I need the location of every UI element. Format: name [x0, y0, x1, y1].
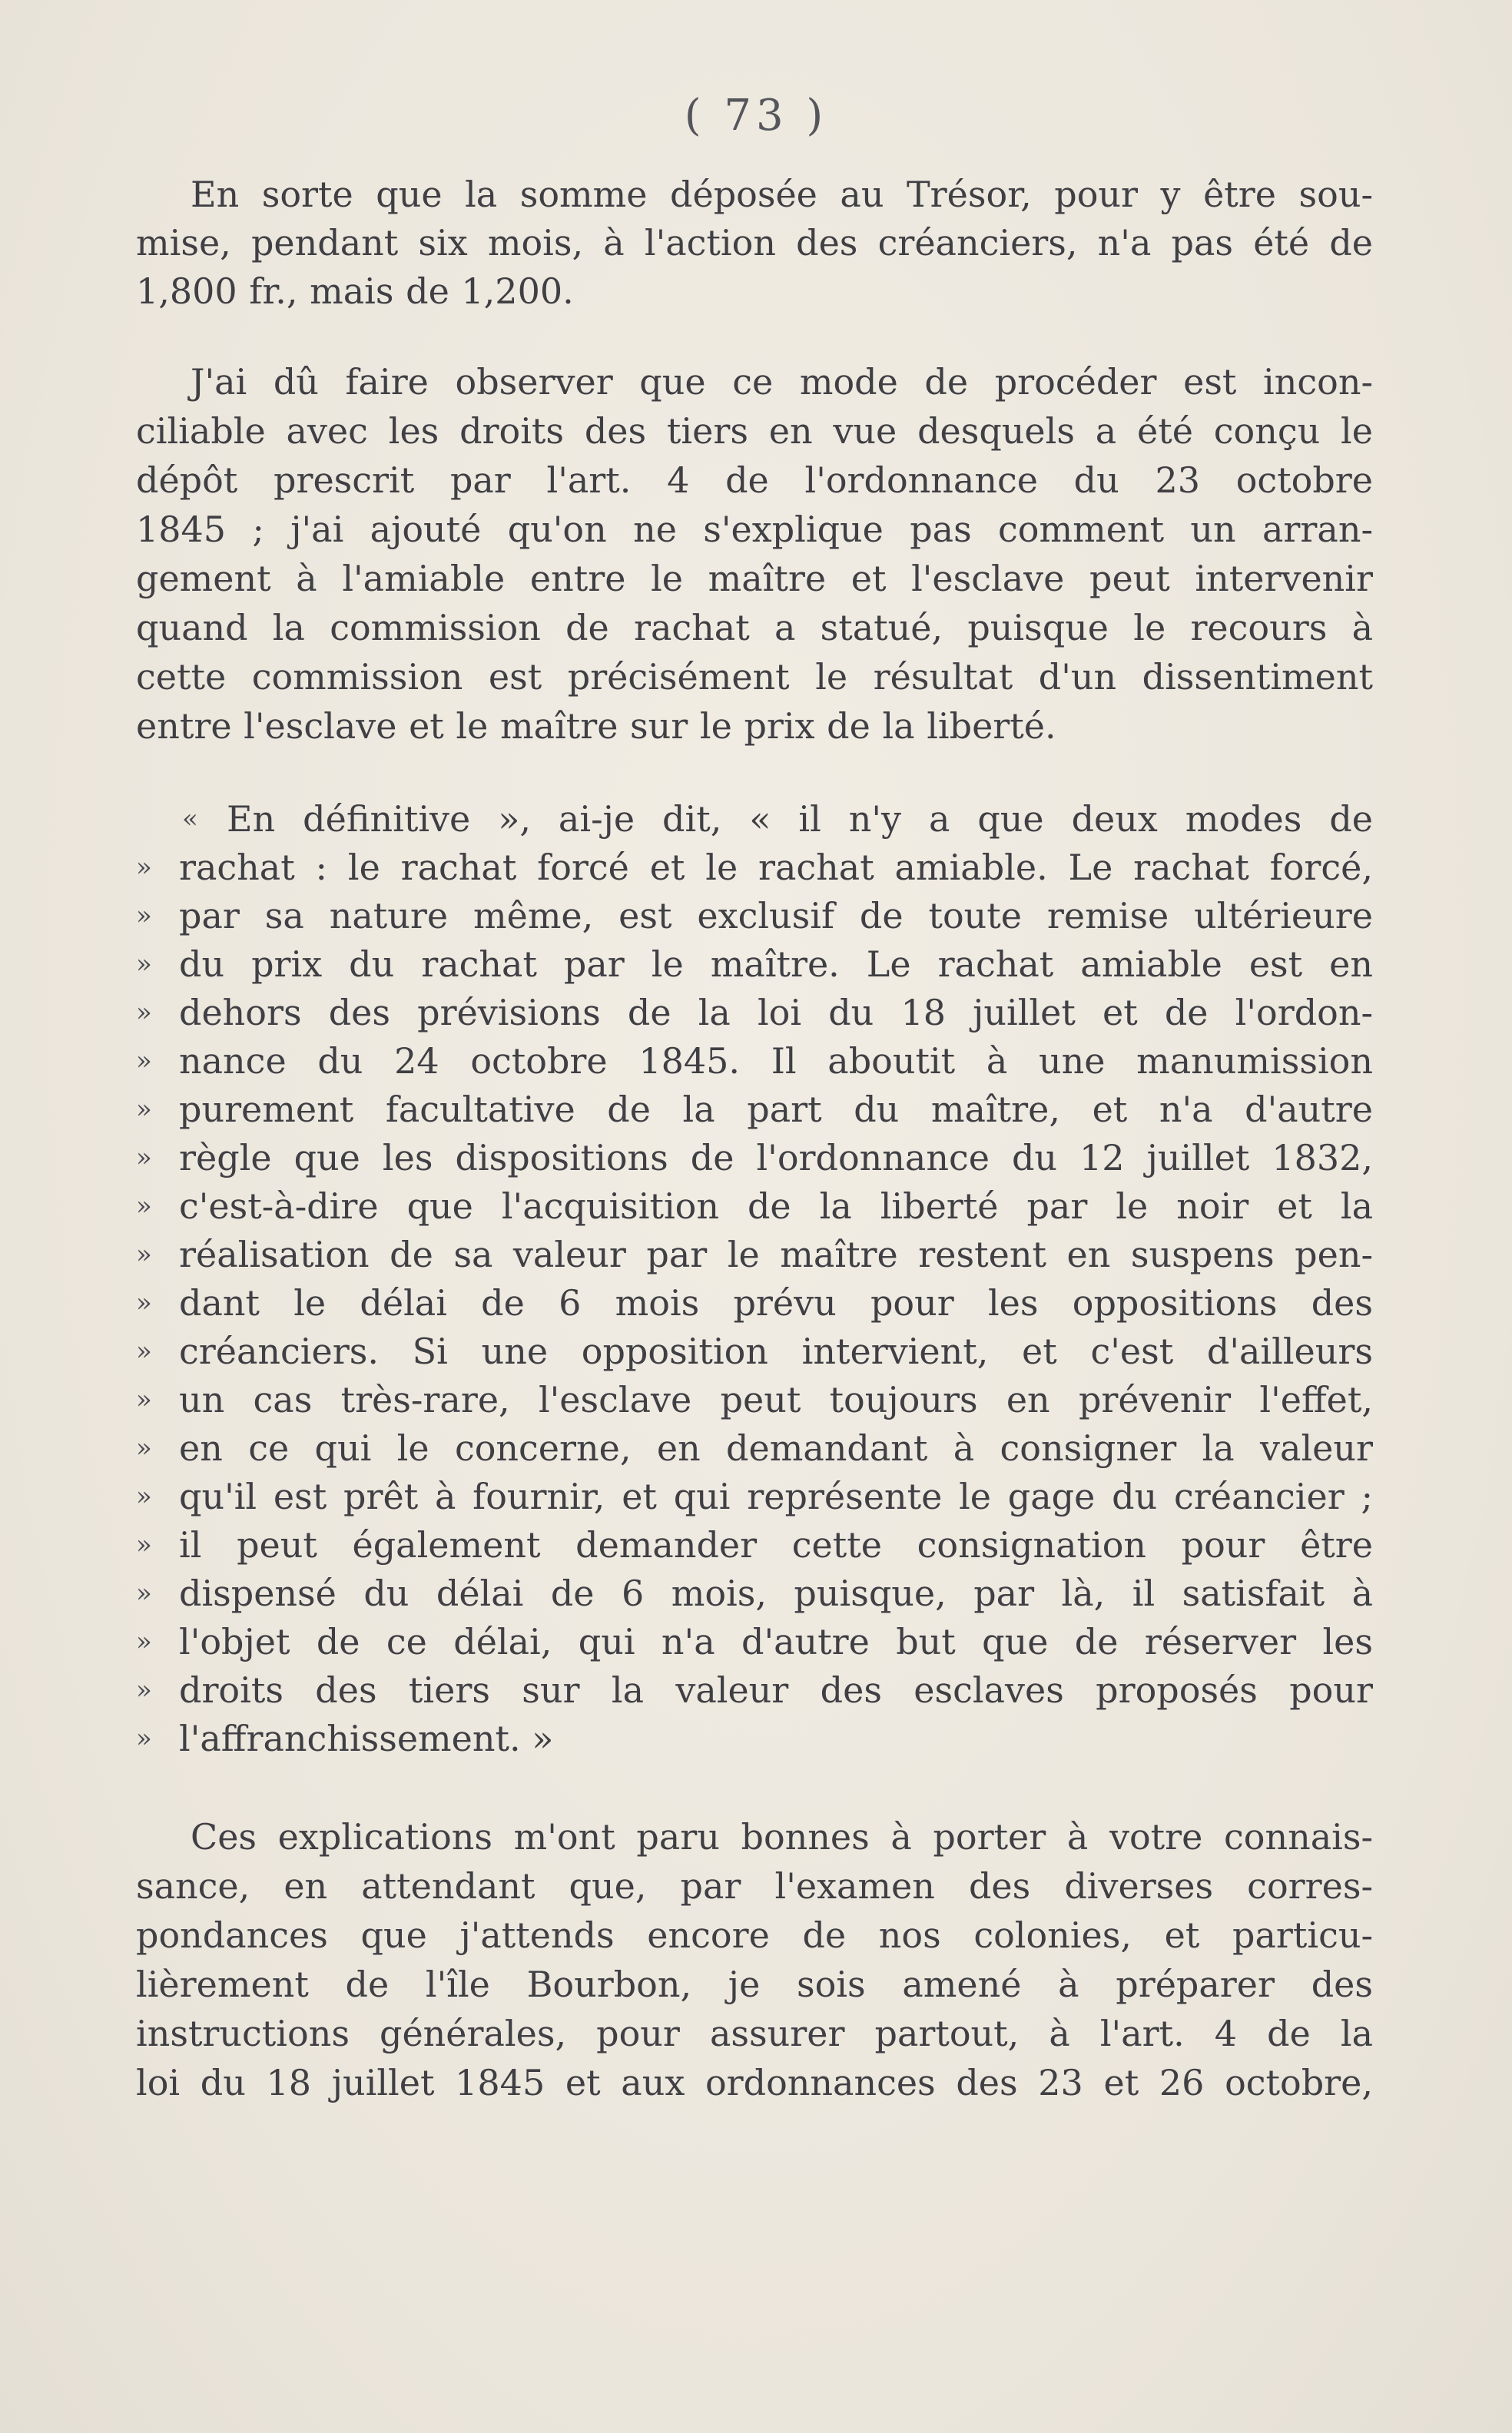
quote-text: droits des tiers sur la valeur des esclaves proposés pour	[179, 1669, 1373, 1711]
quote-continuation-mark: »	[136, 1288, 152, 1318]
quote-line	[136, 1182, 1373, 1230]
quote-line	[136, 1086, 1373, 1133]
quote-continuation-mark: »	[136, 1530, 152, 1560]
quote-line	[136, 1328, 1373, 1375]
quote-text: réalisation de sa valeur par le maître restent en suspens pen-	[179, 1234, 1373, 1275]
text-line: instructions générales, pour assurer partout, à l'art. 4 de la	[136, 2013, 1373, 2054]
quote-text: En définitive », ai-je dit, « il n'y a que deux modes de	[227, 798, 1373, 840]
quote-text: il peut également demander cette consignation pour être	[179, 1524, 1373, 1566]
text-line: mise, pendant six mois, à l'action des créanciers, n'a pas été de	[136, 222, 1373, 264]
text-line: Ces explications m'ont paru bonnes à porter à votre connais-	[191, 1816, 1373, 1858]
quote-continuation-mark: »	[136, 1626, 152, 1657]
quote-line	[136, 844, 1373, 891]
page-number: ( 73 )	[684, 91, 828, 141]
text-line: ciliable avec les droits des tiers en vue desquels a été conçu le	[136, 410, 1373, 452]
quote-continuation-mark: »	[136, 1191, 152, 1221]
quote-text: par sa nature même, est exclusif de toute remise ultérieure	[179, 895, 1373, 936]
quote-text: purement facultative de la part du maître, et n'a d'autre	[179, 1089, 1373, 1130]
quote-line	[136, 1424, 1373, 1472]
quote-text: un cas très-rare, l'esclave peut toujours en prévenir l'effet,	[179, 1379, 1373, 1420]
quote-line	[136, 892, 1373, 940]
quote-continuation-mark: »	[136, 1142, 152, 1173]
quote-line	[136, 1570, 1373, 1617]
quote-text: règle que les dispositions de l'ordonnance du 12 juillet 1832,	[179, 1137, 1373, 1178]
text-line: 1,800 fr., mais de 1,200.	[136, 270, 574, 312]
quote-line	[136, 1521, 1373, 1569]
text-line: quand la commission de rachat a statué, puisque le recours à	[136, 607, 1373, 648]
text-line: loi du 18 juillet 1845 et aux ordonnances des 23 et 26 octobre,	[136, 2062, 1373, 2103]
quote-text: l'objet de ce délai, qui n'a d'autre but que de réserver les	[179, 1621, 1373, 1662]
quote-text: dehors des prévisions de la loi du 18 juillet et de l'ordon-	[179, 992, 1373, 1033]
quote-continuation-mark: »	[136, 1578, 152, 1609]
quote-text: en ce qui le concerne, en demandant à consigner la valeur	[179, 1427, 1373, 1469]
quote-line	[136, 940, 1373, 988]
text-line: cette commission est précisément le résultat d'un dissentiment	[136, 656, 1373, 698]
opening-guillemet: «	[182, 804, 198, 834]
text-line: sance, en attendant que, par l'examen des diverses corres-	[136, 1865, 1373, 1907]
quote-continuation-mark: »	[136, 1433, 152, 1463]
quote-line	[136, 1037, 1373, 1085]
quote-line	[136, 1279, 1373, 1327]
quote-continuation-mark: »	[136, 1336, 152, 1367]
quote-continuation-mark: »	[136, 1384, 152, 1415]
quote-continuation-mark: »	[136, 1481, 152, 1512]
quote-text: c'est-à-dire que l'acquisition de la liberté par le noir et la	[179, 1185, 1373, 1227]
text-line: lièrement de l'île Bourbon, je sois amené à préparer des	[136, 1964, 1373, 2005]
quote-continuation-mark: »	[136, 1675, 152, 1705]
quote-continuation-mark: »	[136, 900, 152, 931]
text-line: En sorte que la somme déposée au Trésor, pour y être sou-	[191, 174, 1373, 215]
quote-text: créanciers. Si une opposition intervient, et c'est d'ailleurs	[179, 1331, 1373, 1372]
quote-text: qu'il est prêt à fournir, et qui représente le gage du créancier ;	[179, 1476, 1373, 1517]
quote-continuation-mark: »	[136, 852, 152, 883]
text-line: J'ai dû faire observer que ce mode de procéder est incon-	[191, 361, 1373, 403]
quote-continuation-mark: »	[136, 1239, 152, 1270]
quote-line	[136, 989, 1373, 1036]
quote-line	[136, 1715, 1373, 1762]
quote-line	[136, 1666, 1373, 1714]
quote-continuation-mark: »	[136, 1094, 152, 1125]
quote-line	[136, 1473, 1373, 1520]
text-line: entre l'esclave et le maître sur le prix de la liberté.	[136, 705, 1056, 747]
quote-text: du prix du rachat par le maître. Le rachat amiable est en	[179, 943, 1373, 985]
quote-text: rachat : le rachat forcé et le rachat amiable. Le rachat forcé,	[179, 847, 1373, 888]
quote-continuation-mark: »	[136, 997, 152, 1028]
quote-text: l'affranchissement. »	[179, 1718, 554, 1759]
text-line: dépôt prescrit par l'art. 4 de l'ordonnance du 23 octobre	[136, 459, 1373, 501]
text-line: gement à l'amiable entre le maître et l'esclave peut intervenir	[136, 558, 1373, 599]
quote-line	[136, 1231, 1373, 1278]
quote-line	[136, 795, 1373, 843]
text-line: pondances que j'attends encore de nos colonies, et particu-	[136, 1914, 1373, 1956]
quote-continuation-mark: »	[136, 1723, 152, 1754]
quote-line	[136, 1376, 1373, 1424]
quote-text: dispensé du délai de 6 mois, puisque, par là, il satisfait à	[179, 1573, 1373, 1614]
quote-continuation-mark: »	[136, 949, 152, 979]
text-line: 1845 ; j'ai ajouté qu'on ne s'explique pas comment un arran-	[136, 509, 1373, 550]
quote-continuation-mark: »	[136, 1046, 152, 1076]
quote-line	[136, 1618, 1373, 1666]
quote-text: dant le délai de 6 mois prévu pour les oppositions des	[179, 1282, 1373, 1324]
quote-line	[136, 1134, 1373, 1182]
quote-text: nance du 24 octobre 1845. Il aboutit à une manumission	[179, 1040, 1373, 1082]
